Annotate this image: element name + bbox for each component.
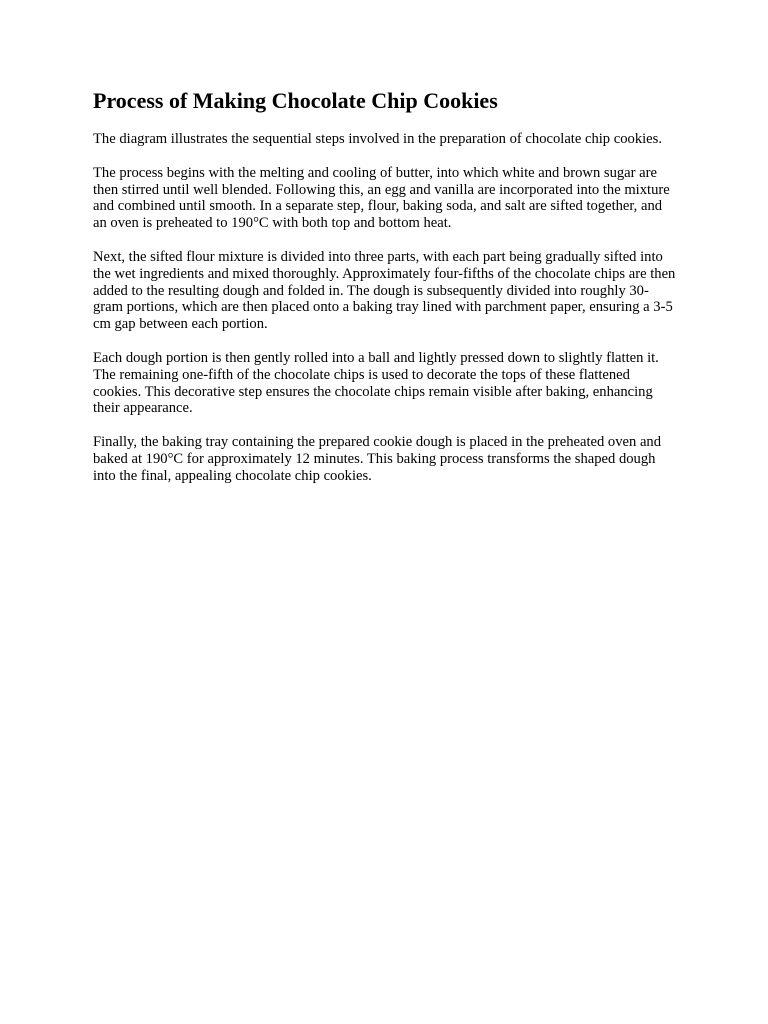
intro-paragraph: The diagram illustrates the sequential steps involved in the preparation of chocolate chip cookies. [93,131,662,147]
shaping-paragraph: Each dough portion is then gently rolled into a ball and lightly pressed down to slightly flatten it. The remaining one-fifth of the chocolate chips is used to decorate the tops of these flattened cookies. This decorative step ensures the chocolate chips remain visible after baking, enhancing their appearance. [93,349,659,417]
preparation-paragraph: The process begins with the melting and cooling of butter, into which white and brown sugar are then stirred until well blended. Following this, an egg and vanilla are incorporated into the mixture and combined until smooth. In a separate step, flour, baking soda, and salt are sifted together, and an oven is preheated to 190°C with both top and bottom heat. [93,164,670,232]
dough-paragraph: Next, the sifted flour mixture is divided into three parts, with each part being gradually sifted into the wet ingredients and mixed thoroughly. Approximately four-fifths of the chocolate chips are then added to the resulting dough and folded in. The dough is subsequently divided into roughly 30-gram portions, which are then placed onto a baking tray lined with parchment paper, ensuring a 3-5 cm gap between each portion. [93,248,676,333]
document-title: Process of Making Chocolate Chip Cookies [93,88,498,113]
document-page [93,86,678,502]
baking-paragraph: Finally, the baking tray containing the prepared cookie dough is placed in the preheated oven and baked at 190°C for approximately 12 minutes. This baking process transforms the shaped dough into the final, appealing chocolate chip cookies. [93,434,662,484]
